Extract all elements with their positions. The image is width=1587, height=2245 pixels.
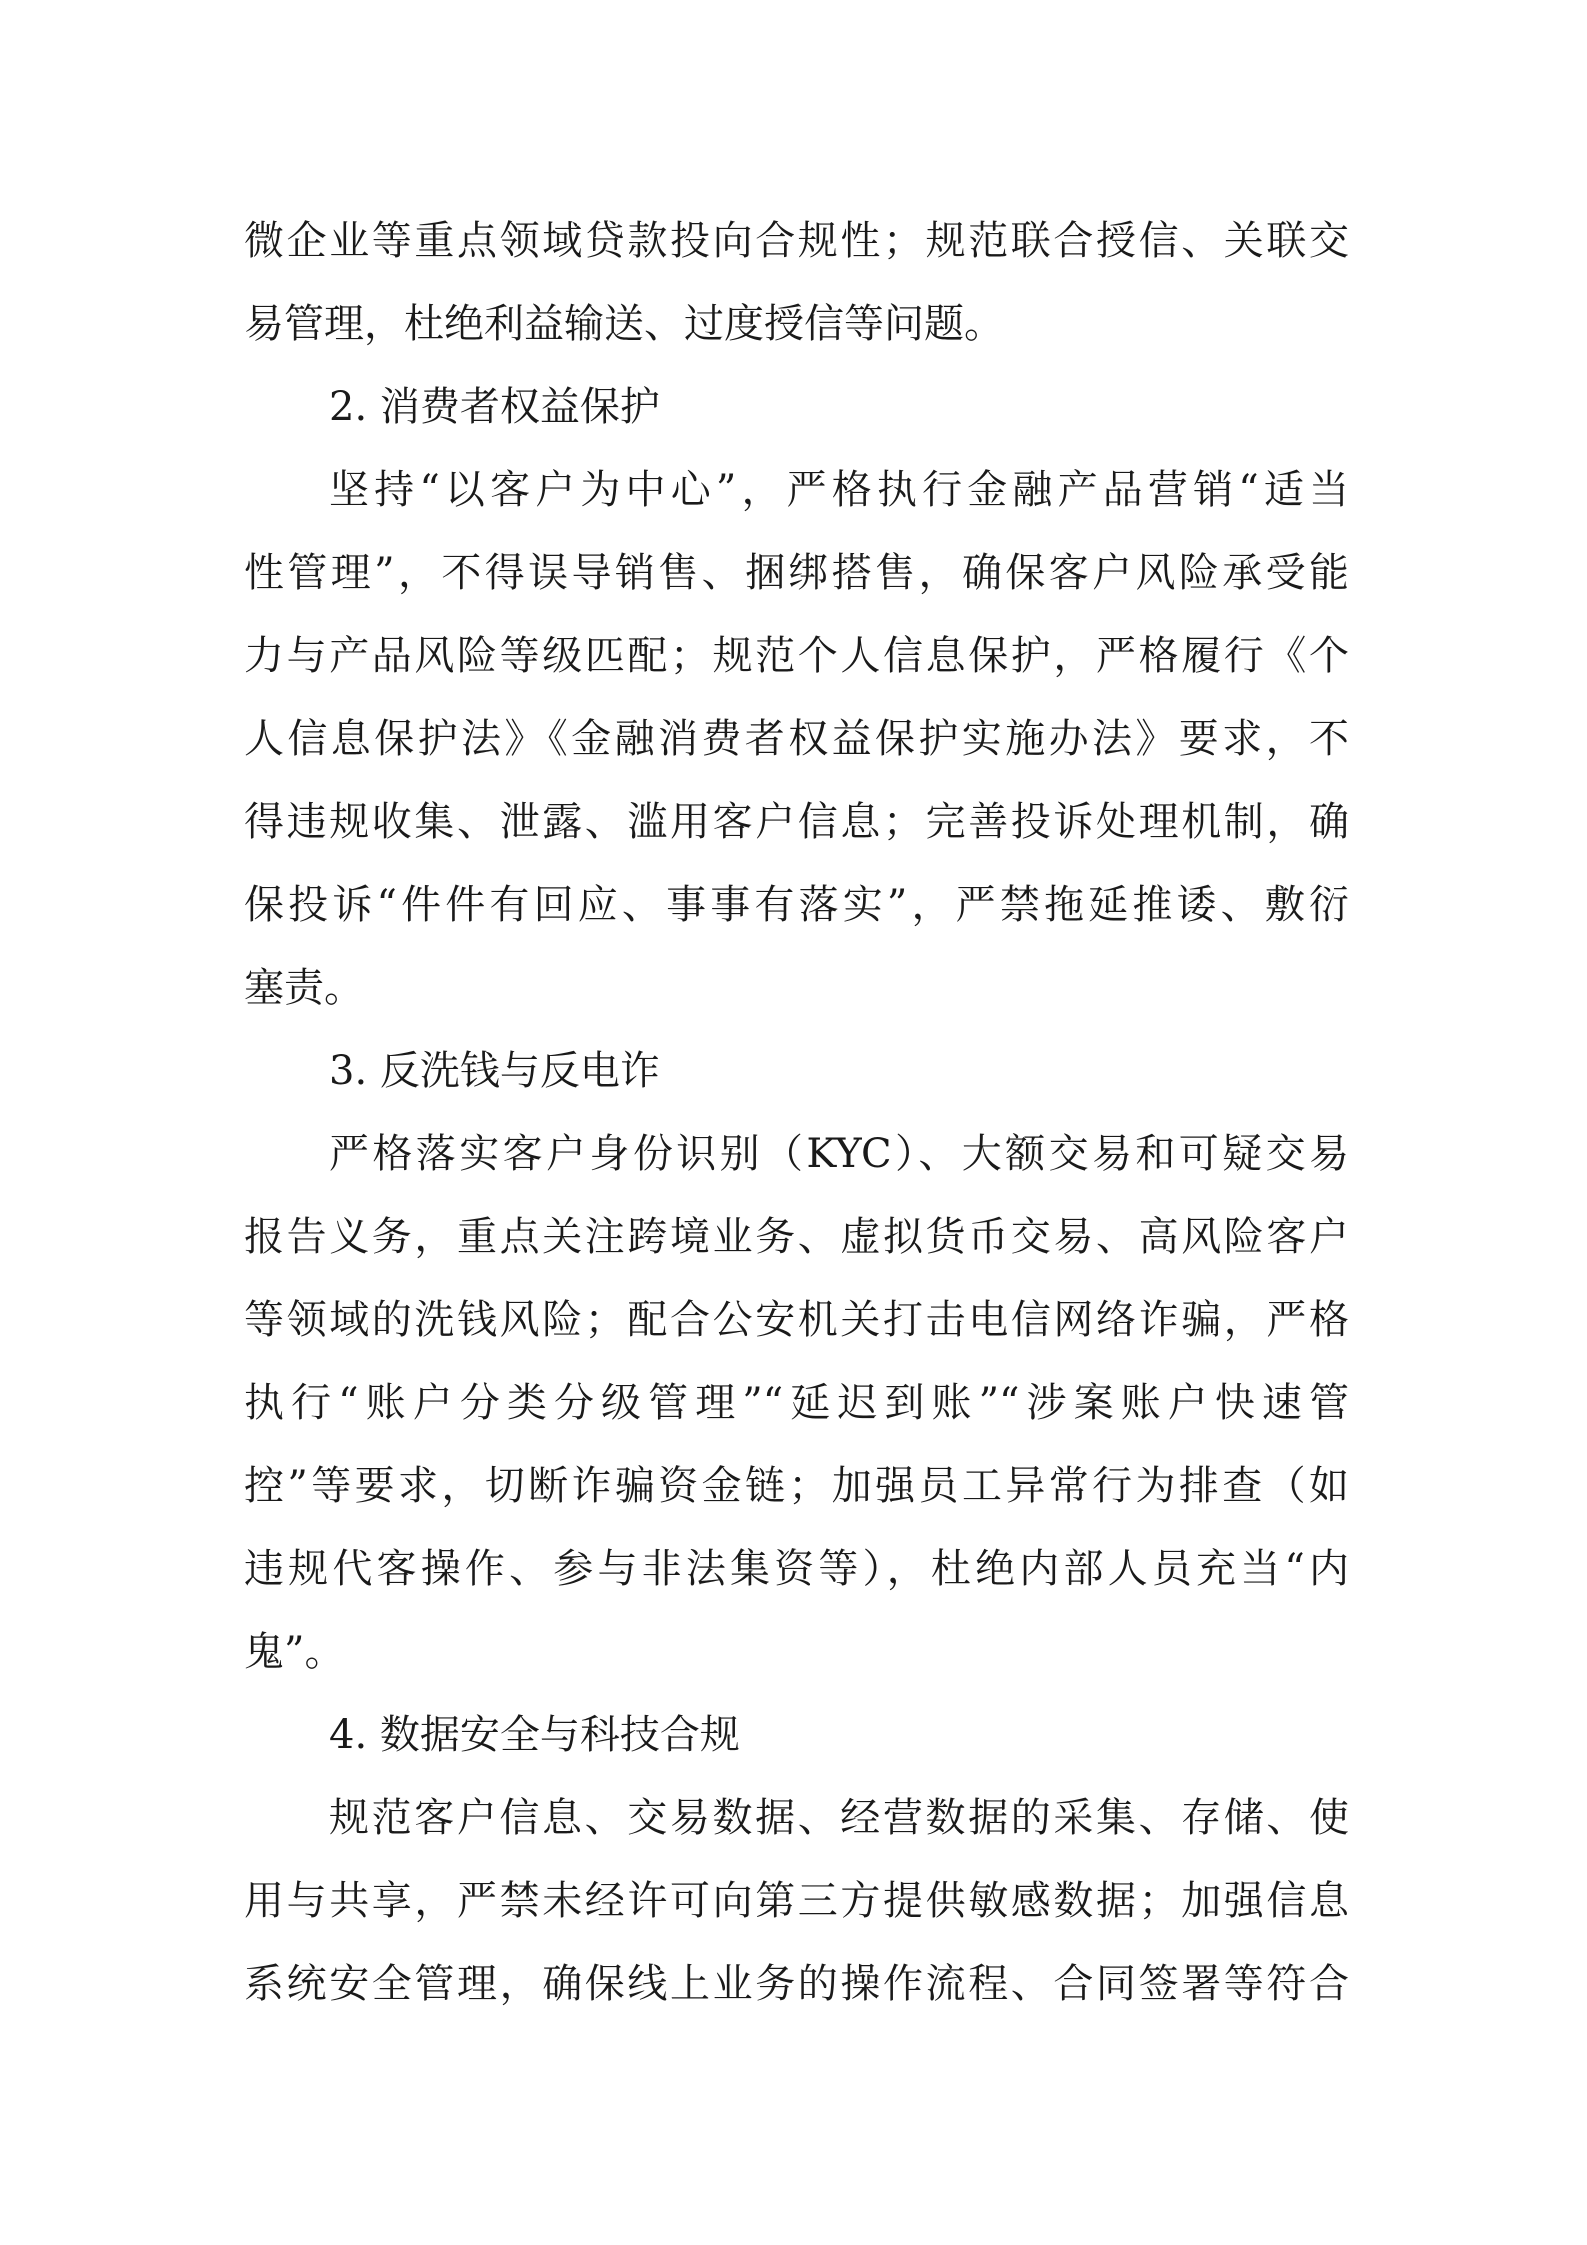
text-line: 等领域的洗钱风险；配合公安机关打击电信网络诈骗，严格 (244, 1297, 1349, 1343)
text-line: 控”等要求，切断诈骗资金链；加强员工异常行为排查（如 (244, 1463, 1349, 1509)
text-line: 规范客户信息、交易数据、经营数据的采集、存储、使 (329, 1795, 1349, 1841)
paragraph (244, 449, 1349, 1030)
section-heading (244, 366, 1349, 449)
section-heading-text: 3. 反洗钱与反电诈 (329, 1048, 660, 1094)
text-line: 塞责。 (244, 965, 364, 1011)
text-line: 违规代客操作、参与非法集资等），杜绝内部人员充当“内 (244, 1546, 1349, 1592)
text-line: 人信息保护法》《金融消费者权益保护实施办法》要求，不 (244, 716, 1349, 762)
text-line: 易管理，杜绝利益输送、过度授信等问题。 (244, 301, 1004, 347)
text-line: 得违规收集、泄露、滥用客户信息；完善投诉处理机制，确 (244, 799, 1349, 845)
paragraph (244, 1113, 1349, 1694)
text-line: 坚持“以客户为中心”，严格执行金融产品营销“适当 (329, 467, 1349, 513)
paragraph (244, 200, 1349, 366)
text-line: 严格落实客户身份识别（KYC）、大额交易和可疑交易 (329, 1131, 1349, 1177)
text-line: 性管理”，不得误导销售、捆绑搭售，确保客户风险承受能 (244, 550, 1349, 596)
text-line: 报告义务，重点关注跨境业务、虚拟货币交易、高风险客户 (244, 1214, 1349, 1260)
section-heading-text: 4. 数据安全与科技合规 (329, 1712, 740, 1758)
section-heading (244, 1030, 1349, 1113)
text-line: 微企业等重点领域贷款投向合规性；规范联合授信、关联交 (244, 218, 1349, 264)
text-line: 系统安全管理，确保线上业务的操作流程、合同签署等符合 (244, 1961, 1349, 2007)
text-line: 执行“账户分类分级管理”“延迟到账”“涉案账户快速管 (244, 1380, 1349, 1426)
document-body (244, 200, 1349, 2026)
section-heading (244, 1694, 1349, 1777)
paragraph (244, 1777, 1349, 2026)
text-line: 力与产品风险等级匹配；规范个人信息保护，严格履行《个 (244, 633, 1349, 679)
text-line: 保投诉“件件有回应、事事有落实”，严禁拖延推诿、敷衍 (244, 882, 1349, 928)
text-line: 用与共享，严禁未经许可向第三方提供敏感数据；加强信息 (244, 1878, 1349, 1924)
text-line: 鬼”。 (244, 1629, 345, 1675)
section-heading-text: 2. 消费者权益保护 (329, 384, 660, 430)
